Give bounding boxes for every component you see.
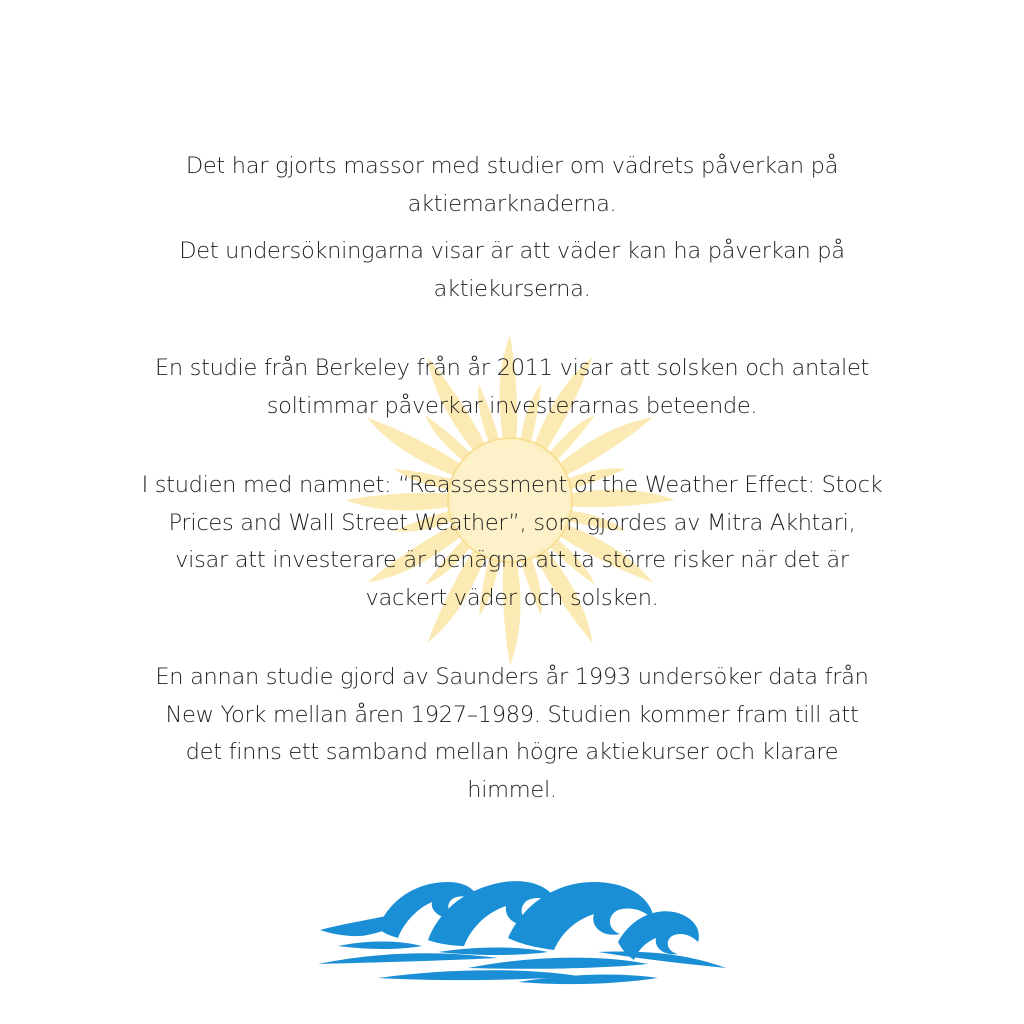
waves-icon [318,868,728,988]
text-line: Prices and Wall Street Weather”, som gjordes av Mitra Akhtari, [168,509,856,536]
text-line: soltimmar påverkar investerarnas beteende. [266,392,758,419]
paragraph-2 [80,233,944,308]
paragraph-3 [80,350,944,425]
paragraph-5 [80,659,944,809]
paragraph-1 [80,148,944,223]
text-line: En studie från Berkeley från år 2011 visar att solsken och antalet [154,355,870,381]
text-line: I studien med namnet: “Reassessment of the Weather Effect: Stock [141,472,883,498]
text-line: vackert väder och solsken. [365,584,659,611]
article-text [80,148,944,809]
text-line: aktiekurserna. [433,275,591,302]
text-line: En annan studie gjord av Saunders år 1993 undersöker data från [155,664,869,690]
text-line: himmel. [467,776,557,803]
text-line: visar att investerare är benägna att ta större risker när det är [175,547,849,573]
text-line: aktiemarknaderna. [407,190,617,217]
text-line: det finns ett samband mellan högre aktiekurser och klarare [185,739,839,765]
text-line: New York mellan åren 1927–1989. Studien kommer fram till att [165,701,859,728]
paragraph-4 [80,467,944,617]
text-line: Det undersökningarna visar är att väder kan ha påverkan på [179,238,845,264]
text-line: Det har gjorts massor med studier om vädrets påverkan på [185,153,839,179]
